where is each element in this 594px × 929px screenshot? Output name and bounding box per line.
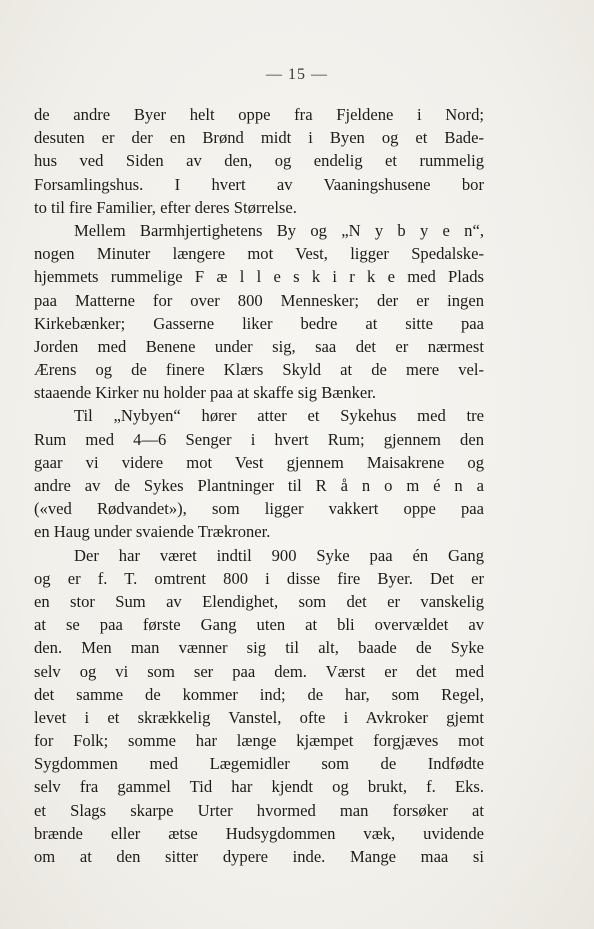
text-line: selv og vi som ser paa dem. Værst er det med	[34, 661, 484, 681]
text-line: Til „Nybyen“ hører atter et Sykehus med tre	[74, 406, 484, 426]
text-line: Ærens og de finere Klærs Skyld at de mere vel-	[34, 360, 484, 380]
body-text	[34, 103, 484, 868]
text-line: den. Men man vænner sig til alt, baade de Syke	[34, 638, 484, 658]
text-line: («ved Rødvandet»), som ligger vakkert oppe paa	[34, 499, 484, 519]
text-line: Kirkebænker; Gasserne liker bedre at sitte paa	[34, 313, 484, 333]
text-line: Sygdommen med Lægemidler som de Indfødte	[34, 754, 484, 774]
text-line: og er f. T. omtrent 800 i disse fire Byer. Det er	[34, 568, 484, 588]
text-line: en stor Sum av Elendighet, som det er vanskelig	[34, 591, 484, 611]
text-line: Der har været indtil 900 Syke paa én Gang	[74, 545, 484, 565]
text-line: gaar vi videre mot Vest gjennem Maisakrene og	[34, 452, 484, 472]
text-line: Mellem Barmhjertighetens By og „N y b y e n“,	[74, 220, 484, 240]
text-line: at se paa første Gang uten at bli overvældet av	[34, 615, 484, 635]
text-line: levet i et skrækkelig Vanstel, ofte i Avkroker gjemt	[34, 707, 484, 727]
text-line: andre av de Sykes Plantninger til R å n o m é n a	[34, 476, 484, 495]
text-line: det samme de kommer ind; de har, som Regel,	[34, 684, 484, 704]
text-line: selv fra gammel Tid har kjendt og brukt, f. Eks.	[34, 777, 484, 797]
text-line: hjemmets rummelige F æ l l e s k i r k e med Plads	[34, 267, 484, 287]
page-number: — 15 —	[266, 66, 328, 83]
text-line: Jorden med Benene under sig, saa det er nærmest	[34, 336, 484, 356]
text-line: om at den sitter dypere inde. Mange maa si	[34, 847, 484, 866]
text-line: for Folk; somme har længe kjæmpet forgjæves mot	[34, 731, 484, 751]
text-line: nogen Minuter længere mot Vest, ligger Spedalske-	[34, 244, 484, 264]
text-line: et Slags skarpe Urter hvormed man forsøker at	[34, 800, 484, 820]
text-line: paa Matterne for over 800 Mennesker; der er ingen	[34, 290, 484, 310]
text-line: hus ved Siden av den, og endelig et rummelig	[34, 151, 484, 171]
text-line: to til fire Familier, efter deres Størrelse.	[34, 197, 297, 217]
text-line: desuten er der en Brønd midt i Byen og et Bade-	[34, 128, 484, 148]
text-line: Rum med 4—6 Senger i hvert Rum; gjennem den	[34, 429, 484, 449]
text-line: brænde eller ætse Hudsygdommen væk, uvidende	[34, 823, 484, 843]
text-line: staaende Kirker nu holder paa at skaffe sig Bænker.	[34, 383, 377, 403]
text-line: en Haug under svaiende Trækroner.	[34, 522, 271, 542]
text-line: Forsamlingshus. I hvert av Vaaningshusene bor	[34, 174, 484, 194]
text-line: de andre Byer helt oppe fra Fjeldene i Nord;	[34, 105, 484, 124]
